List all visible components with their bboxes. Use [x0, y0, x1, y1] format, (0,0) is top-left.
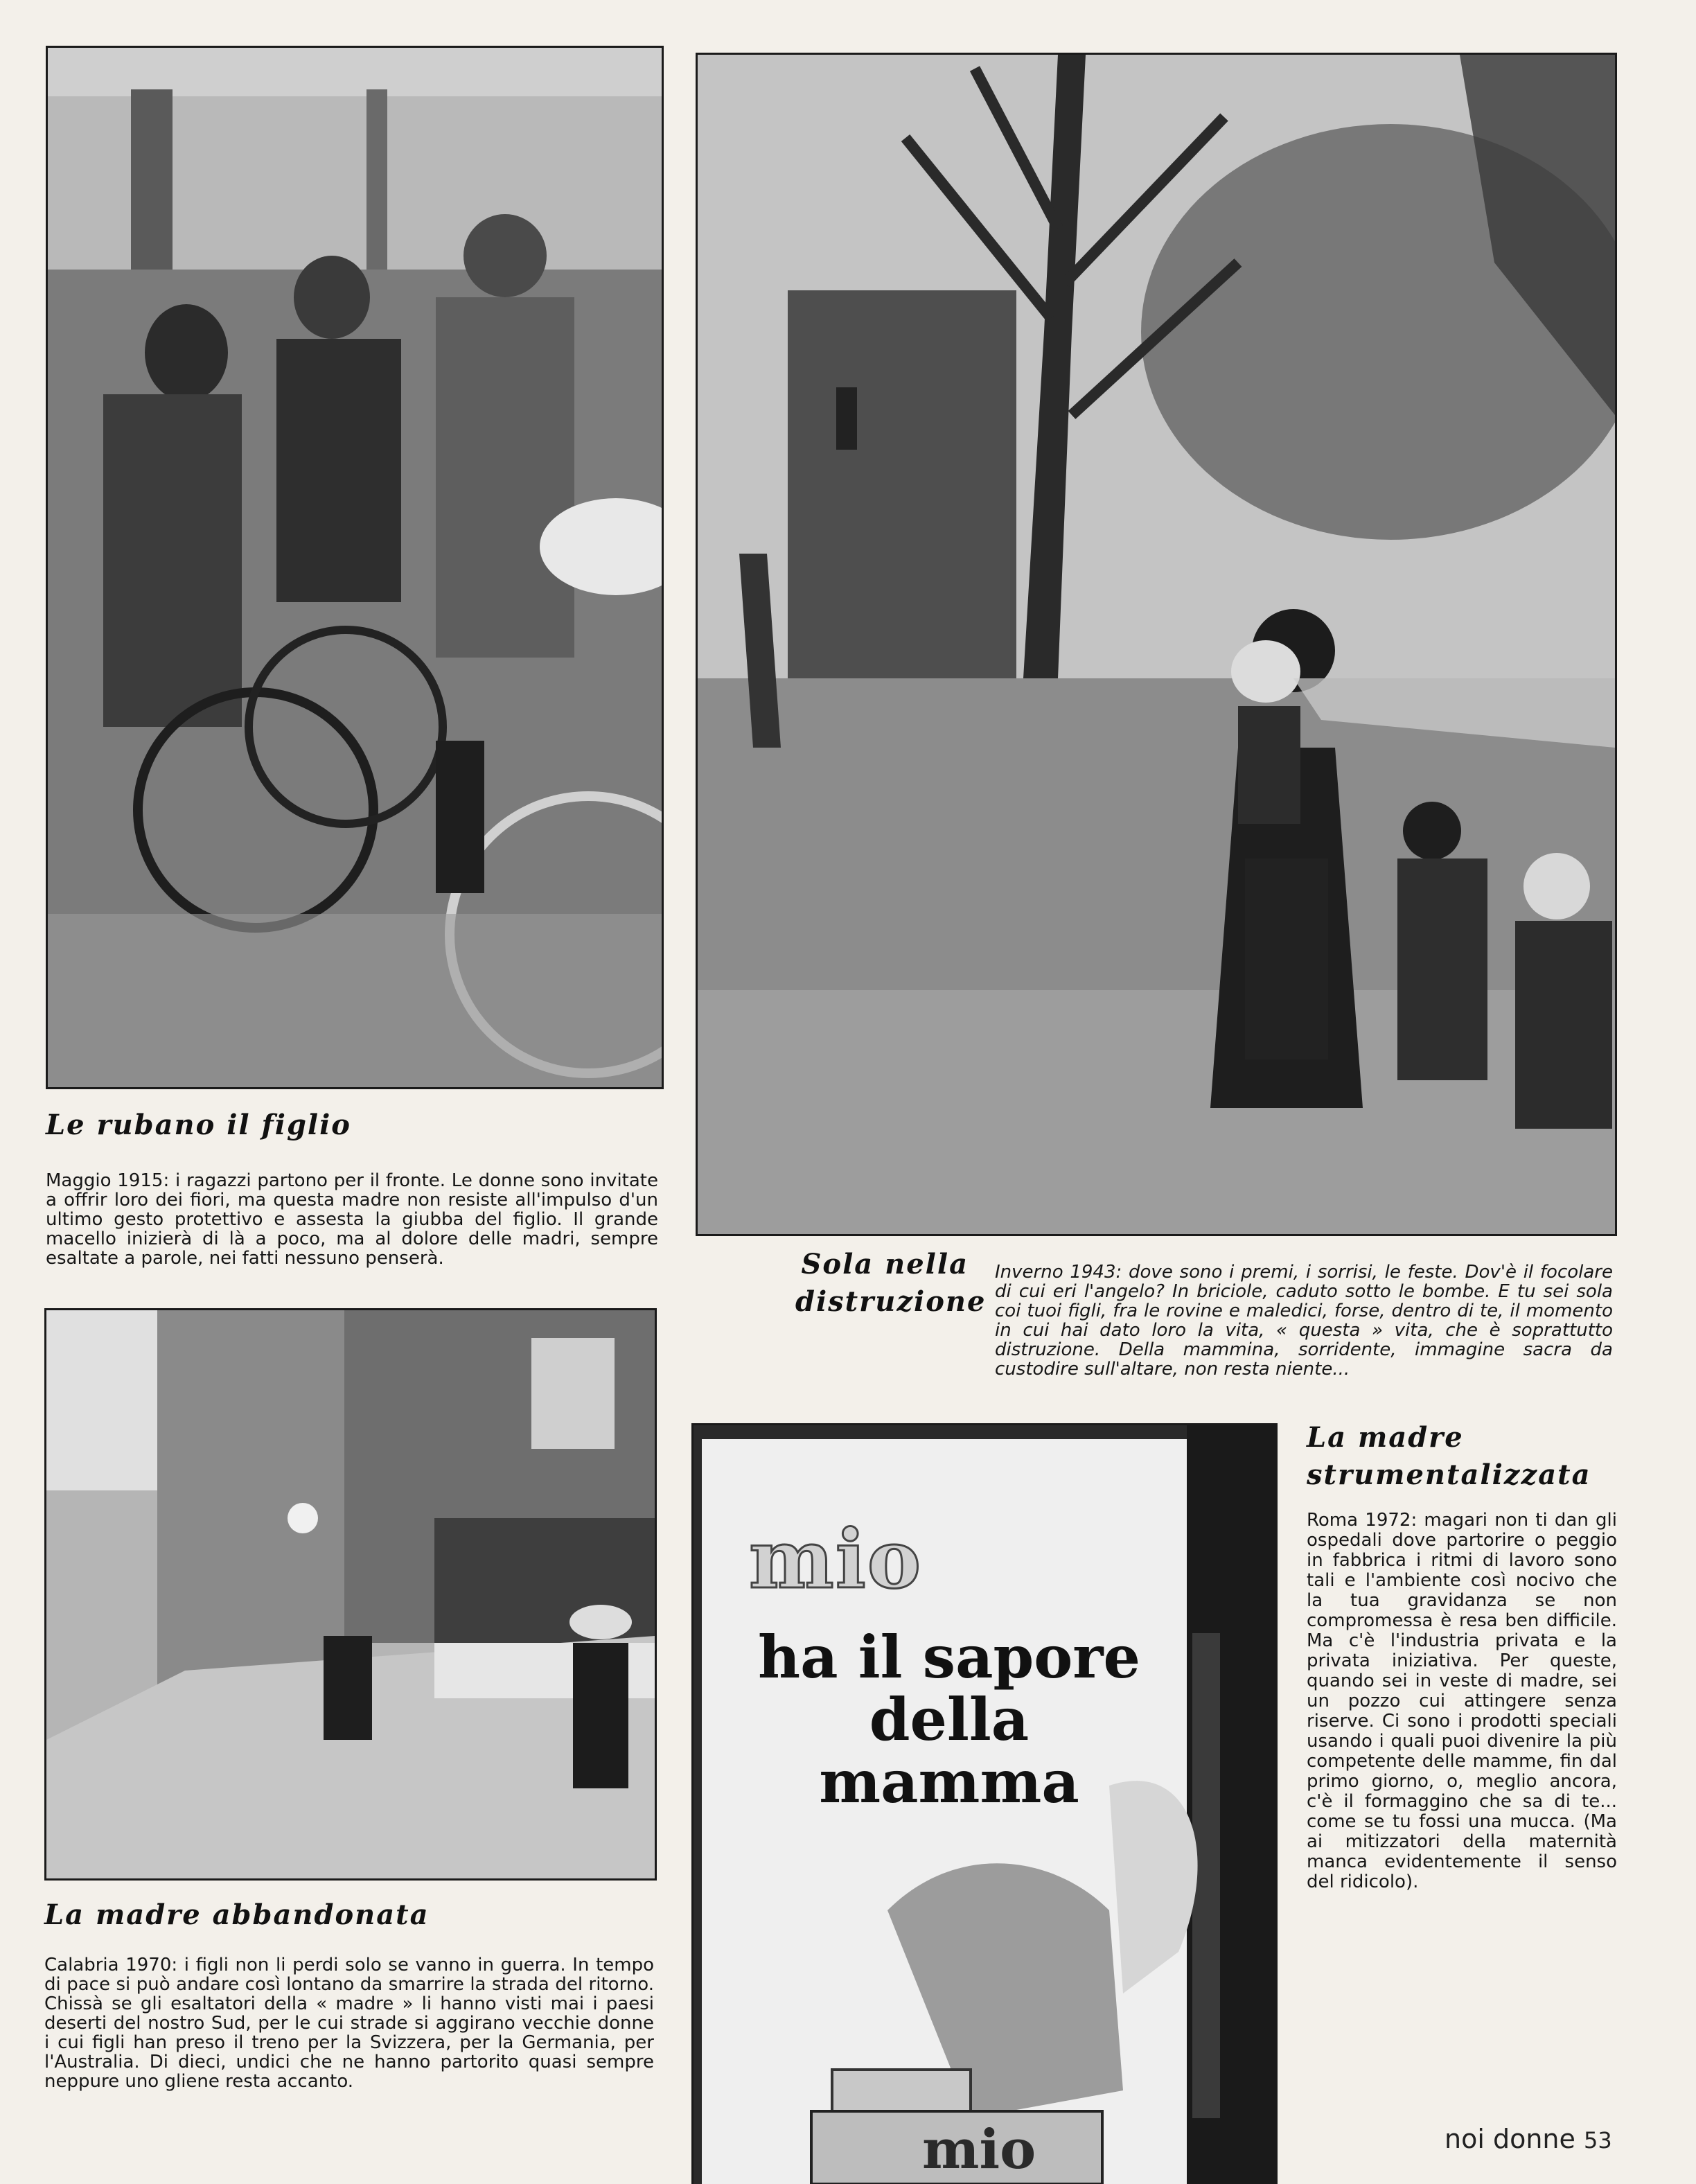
page-footer	[1445, 2124, 1612, 2154]
article-title: Le rubano il figlio	[46, 1109, 351, 1141]
article-caption: Inverno 1943: dove sono i premi, i sorrisi, le feste. Dov'è il focolare di cui eri l'angelo? In briciole, caduto sotto le bombe. E tu sei sola coi tuoi figli, fra le rovine e maledici, forse, dentro di te, il momento in cui hai dato loro la vita, « questa » vita, che è soprattutto distruzione. Della mammina, sorridente, immagine sacra da custodire sull'altare, non resta niente...	[995, 1262, 1613, 1380]
photo-mother-ruins	[696, 53, 1617, 1236]
photo-soldiers-bicycles	[46, 46, 664, 1089]
title-line: strumentalizzata	[1307, 1459, 1591, 1491]
advert-brand: mio	[749, 1513, 923, 1607]
photo-calabria-street	[44, 1308, 657, 1881]
title-line: La madre	[1307, 1421, 1464, 1454]
magazine-name: noi donne	[1445, 2124, 1575, 2154]
article-title	[1307, 1419, 1591, 1494]
title-line: distruzione	[795, 1285, 987, 1318]
slogan-line: della	[869, 1685, 1030, 1754]
article-caption: Calabria 1970: i figli non li perdi solo se vanno in guerra. In tempo di pace si può andare così lontano da smarrire la strada del ritorno. Chissà se gli esaltatori della « madre » li hanno visti mai i paesi deserti del nostro Sud, per le cui strade si aggirano vecchie donne i cui figli han preso il treno per la Svizzera, per la Germania, per l'Australia. Di dieci, undici che ne hanno partorito quasi sempre neppure uno gliene resta accanto.	[44, 1955, 654, 2092]
photo-advert-poster	[691, 1423, 1278, 2184]
slogan-line: ha il sapore	[758, 1623, 1140, 1691]
advert-slogan	[710, 1623, 1188, 1816]
slogan-line: mamma	[819, 1747, 1079, 1816]
article-caption: Roma 1972: magari non ti dan gli ospedali dove partorire o peggio in fabbrica i ritmi di lavoro sono tali e l'ambiente così nocivo che la tua gravidanza se non compromessa è resa ben difficile. Ma c'è l'industria privata e la privata iniziativa. Per queste, quando sei in veste di madre, sei un pozzo cui attingere senza riserve. Ci sono i prodotti speciali usando i quali puoi divenire la più competente delle mamme, fin dal primo giorno, o, meglio ancora, c'è il formaggino che sa di te... come se tu fossi una mucca. (Ma ai mitizzatori della maternità manca evidentemente il senso del ridicolo).	[1307, 1510, 1617, 1892]
page-number: 53	[1583, 2127, 1612, 2154]
article-caption: Maggio 1915: i ragazzi partono per il fronte. Le donne sono invitate a offrir loro dei fiori, ma questa madre non resiste all'impulso d'un ultimo gesto protettivo e assesta la giubba del figlio. Il grande macello inizierà di là a poco, ma al dolore delle madri, sempre esaltate a parole, nei fatti nessuno penserà.	[46, 1170, 658, 1269]
article-title	[795, 1246, 987, 1321]
package-brand: mio	[922, 2118, 1036, 2181]
title-line: Sola nella	[801, 1248, 969, 1280]
article-title: La madre abbandonata	[44, 1899, 430, 1931]
